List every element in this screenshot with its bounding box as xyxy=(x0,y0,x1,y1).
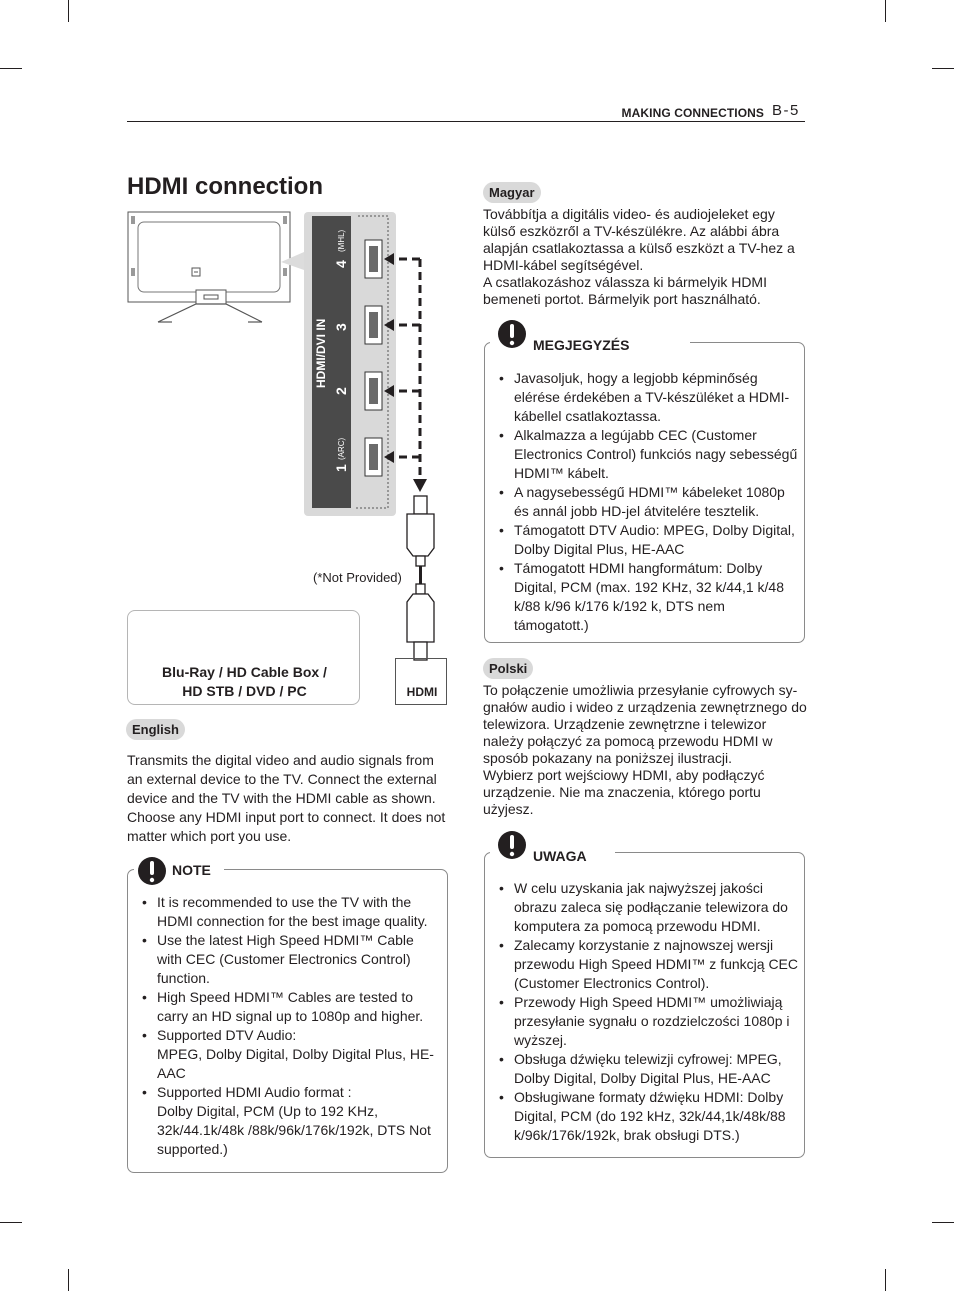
hdmi-port-label: HDMI xyxy=(406,685,438,699)
warning-icon xyxy=(496,829,528,861)
header-rule xyxy=(127,121,805,122)
note-box-polski xyxy=(484,852,805,1158)
list-item: • High Speed HDMI™ Cables are tested to carry an HD signal up to 1080p and higher. xyxy=(135,988,441,1026)
note-box-magyar xyxy=(484,342,805,643)
list-item: • W celu uzyskania jak najwyższej jakości obrazu zaleca się podłączanie telewizora do komputera za pomocą przewodu HDMI. xyxy=(492,879,798,936)
page-title: HDMI connection xyxy=(127,173,323,200)
port-1-number: 1 xyxy=(333,464,349,472)
magyar-body: Továbbítja a digitális video- és audiojeleket egy külső eszközről a TV-készülékre. Az alábbi ábra alapján csatlakoztassa a külső eszközt a TV-hez a HDMI-kábel segítségével. A csatlakozáshoz válassza ki bármelyik HDMI bemeneti portot. Bármelyik port használható. xyxy=(483,206,795,307)
lang-tag-polski: Polski xyxy=(483,658,533,679)
list-item: • Támogatott DTV Audio: MPEG, Dolby Digital, Dolby Digital Plus, HE-AAC xyxy=(492,521,798,559)
section-header: MAKING CONNECTIONS xyxy=(621,106,764,120)
crop-mark xyxy=(932,1222,954,1223)
lang-tag-magyar: Magyar xyxy=(483,182,541,203)
connection-arrows xyxy=(392,259,420,478)
note-box-english xyxy=(127,869,448,1173)
list-item: • Zalecamy korzystanie z najnowszej wersji przewodu High Speed HDMI™ z funkcją CEC (Customer Electronics Control). xyxy=(492,936,798,993)
note-title-magyar: MEGJEGYZÉS xyxy=(529,337,633,353)
port-4-number: 4 xyxy=(333,260,349,268)
crop-mark xyxy=(68,1269,69,1291)
crop-mark xyxy=(0,1222,22,1223)
list-item: • A nagysebességű HDMI™ kábeleket 1080p és annál jobb HD-jel átvitelére tesztelik. xyxy=(492,483,798,521)
list-item: • Obsługa dźwięku telewizji cyfrowej: MPEG, Dolby Digital, Dolby Digital Plus, HE-AAC xyxy=(492,1050,798,1088)
note-title-english: NOTE xyxy=(168,862,215,878)
crop-mark xyxy=(885,0,886,22)
port-2-number: 2 xyxy=(333,387,349,395)
note-list-english xyxy=(135,893,441,1159)
port-3-number: 3 xyxy=(333,323,349,331)
crop-mark xyxy=(0,68,22,69)
list-item: • Przewody High Speed HDMI™ umożliwiają przesyłanie sygnału o rozdzielczości 1080p i wyższej. xyxy=(492,993,798,1050)
list-item: • Supported DTV Audio: MPEG, Dolby Digital, Dolby Digital Plus, HE-AAC xyxy=(135,1026,441,1083)
polski-body: To połączenie umożliwia przesyłanie cyfrowych sy-gnałów audio i wideo z urządzenia zewnętrznego do telewizora. Urządzenie zewnętrzne i telewizor należy połączyć za pomocą przewodu HDMI w sposób pokazany na poniższej ilustracji. Wybierz port wejściowy HDMI, aby podłączyć urządzenie. Nie ma znaczenia, którego portu użyjesz. xyxy=(483,682,807,817)
port-group-label: HDMI/DVI IN xyxy=(314,318,328,388)
note-list-magyar xyxy=(492,369,798,635)
device-box xyxy=(127,610,360,705)
list-item: • Támogatott HDMI hangformátum: Dolby Digital, PCM (max. 192 KHz, 32 k/44,1 k/48 k/88 k/96 k/176 k/192 k, DTS nem támogatott.) xyxy=(492,559,798,635)
hdmi-port-2 xyxy=(365,372,382,410)
tv-back-illustration xyxy=(128,212,304,322)
hdmi-cable xyxy=(407,496,434,660)
note-title-polski: UWAGA xyxy=(529,848,591,864)
device-label-line1: Blu-Ray / HD Cable Box / xyxy=(162,664,327,680)
crop-mark xyxy=(932,68,954,69)
english-body: Transmits the digital video and audio signals from an external device to the TV. Connect the external device and the TV with the HDMI cable as shown. Choose any HDMI input port to connect. It does not matter which port you use. xyxy=(127,752,446,844)
hdmi-port-panel xyxy=(304,212,396,516)
port-1-sub: (ARC) xyxy=(337,437,346,460)
not-provided-label: (*Not Provided) xyxy=(313,570,402,585)
hdmi-port-4 xyxy=(365,240,382,278)
lang-tag-english: English xyxy=(126,719,185,740)
warning-icon xyxy=(496,318,528,350)
list-item: • Use the latest High Speed HDMI™ Cable with CEC (Customer Electronics Control) function. xyxy=(135,931,441,988)
crop-mark xyxy=(885,1269,886,1291)
warning-icon xyxy=(136,855,168,887)
list-item: • Obsługiwane formaty dźwięku HDMI: Dolby Digital, PCM (do 192 kHz, 32k/44,1k/48k/88 k/96k/176k/192k, brak obsługi DTS.) xyxy=(492,1088,798,1145)
list-item: • Alkalmazza a legújabb CEC (Customer Electronics Control) funkciós nagy sebességű HDMI™ kábelt. xyxy=(492,426,798,483)
list-item: • Javasoljuk, hogy a legjobb képminőség elérése érdekében a TV-készüléket a HDMI-kábellel csatlakoztassa. xyxy=(492,369,798,426)
device-label-line2: HD STB / DVD / PC xyxy=(182,683,307,699)
note-list-polski xyxy=(492,879,798,1145)
crop-mark xyxy=(68,0,69,22)
port-4-sub: (MHL) xyxy=(337,229,346,252)
hdmi-port-3 xyxy=(365,306,382,344)
list-item: • It is recommended to use the TV with the HDMI connection for the best image quality. xyxy=(135,893,441,931)
page-number: B-5 xyxy=(772,102,800,119)
list-item: • Supported HDMI Audio format : Dolby Digital, PCM (Up to 192 KHz, 32k/44.1k/48k /88k/96k/176k/192k, DTS Not supported.) xyxy=(135,1083,441,1159)
hdmi-port-1 xyxy=(365,438,382,476)
